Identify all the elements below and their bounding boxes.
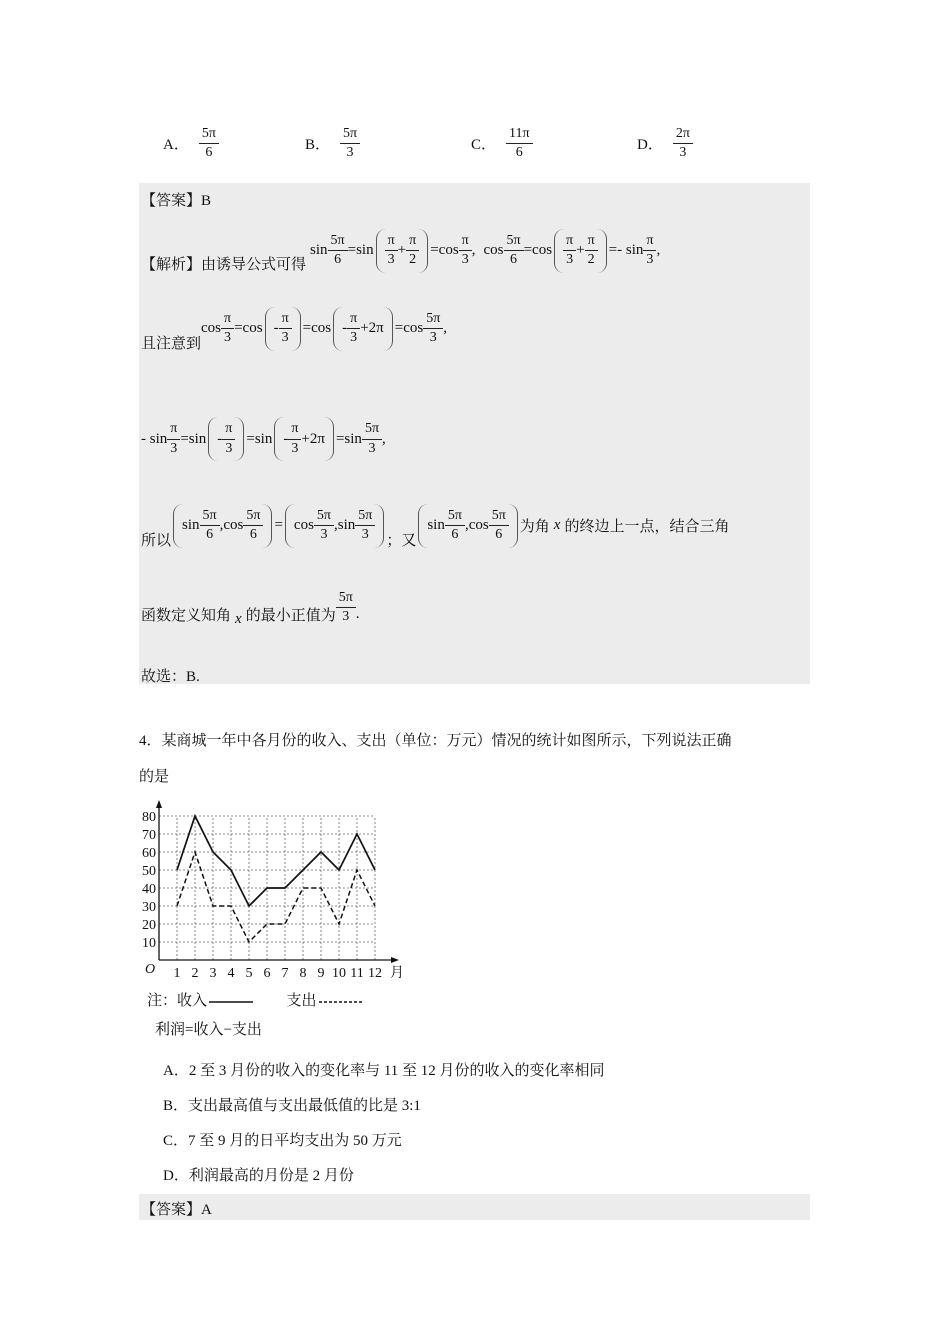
x-axis-label: 月 — [390, 966, 404, 981]
profit-note: 利润=收入−支出 — [155, 1022, 262, 1038]
legend-expense-line — [319, 999, 363, 1005]
var-x: x — [553, 517, 561, 533]
x-tick-label: 10 — [332, 966, 346, 981]
x-tick-label: 9 — [317, 966, 325, 981]
x-tick-label: 4 — [227, 966, 235, 981]
q4-option-c[interactable]: C．7 至 9 月的日平均支出为 50 万元 — [163, 1133, 402, 1149]
analysis-line-4 — [141, 501, 729, 550]
option-a[interactable] — [163, 126, 219, 161]
x-tick-label: 11 — [350, 966, 364, 981]
q3-answer-panel — [139, 183, 810, 684]
y-axis-arrow — [156, 800, 162, 808]
x-axis-arrow — [391, 957, 399, 963]
chart-ticks — [142, 810, 404, 981]
origin-label: O — [145, 962, 156, 977]
q4-stem-line-1: 4．某商城一年中各月份的收入、支出（单位：万元）情况的统计如图所示，下列说法正确 — [139, 733, 732, 749]
q4-option-a[interactable]: A．2 至 3 月份的收入的变化率与 11 至 12 月份的收入的变化率相同 — [163, 1063, 605, 1079]
is-point-rest: 的终边上一点，结合三角 — [564, 519, 730, 535]
y-tick-label: 20 — [142, 918, 156, 933]
option-c[interactable] — [471, 126, 533, 161]
x-tick-label: 12 — [368, 966, 382, 981]
x-tick-label: 7 — [281, 966, 289, 981]
formula-5: sin $\frac{5\pi}{6}$ ,cos $\frac{5\pi}{6}$ — [418, 504, 517, 548]
formula-1: sin $\frac{5\pi}{6}$ =sin $\frac{\pi}{3}$ + $\frac{\pi}{2}$ =cos $\frac{\pi}{3}$ , cos $\frac{5\pi}{6}$ =cos $\frac{\pi}{3}$ + $\frac{\pi}{2}$ =- sin $\frac{\pi}{3}$ , — [310, 229, 660, 273]
income-line — [177, 816, 375, 906]
expense-line — [177, 852, 375, 942]
y-tick-label: 50 — [142, 864, 156, 879]
y-tick-label: 70 — [142, 828, 156, 843]
chart-lines — [177, 816, 375, 942]
analysis-line-3 — [141, 417, 386, 461]
note-label: 且注意到 — [141, 336, 202, 352]
so-label: 所以 — [141, 533, 172, 549]
option-fraction: $\frac{5\pi}{3}$ — [340, 126, 360, 161]
analysis-line-2 — [141, 304, 447, 353]
x-tick-label: 8 — [299, 966, 307, 981]
y-tick-label: 60 — [142, 846, 156, 861]
y-tick-label: 30 — [142, 900, 156, 915]
y-tick-label: 10 — [142, 936, 156, 951]
formula-4: sin $\frac{5\pi}{6}$ ,cos $\frac{5\pi}{6}$ = cos $\frac{5\pi}{3}$ ,sin $\frac{5\pi}{3}$ — [171, 504, 386, 548]
choose-line: 故选：B. — [141, 669, 200, 685]
analysis-label: 【解析】由诱导公式可得 — [141, 257, 307, 273]
legend-expense-label: 支出 — [286, 993, 317, 1009]
legend-income-line — [209, 999, 253, 1005]
income-expense-chart — [132, 800, 422, 986]
option-b[interactable] — [305, 126, 360, 161]
answer-label: 【答案】A — [141, 1202, 212, 1218]
option-letter: A． — [163, 137, 189, 154]
legend-income-label: 注：收入 — [147, 993, 208, 1009]
formula-3: - sin $\frac{\pi}{3}$ =sin - $\frac{\pi}{3}$ =sin - $\frac{\pi}{3}$ +2π =sin $\frac{5\pi}{3}$ , — [141, 417, 386, 461]
y-tick-label: 80 — [142, 810, 156, 825]
option-letter: D． — [637, 137, 663, 154]
also-label: ；又 — [386, 533, 417, 549]
x-tick-label: 6 — [263, 966, 271, 981]
q4-option-d[interactable]: D．利润最高的月份是 2 月份 — [163, 1168, 354, 1184]
analysis-line-1 — [141, 227, 660, 274]
var-x: x — [235, 611, 242, 627]
formula-2: cos $\frac{\pi}{3}$ =cos - $\frac{\pi}{3}$ =cos - $\frac{\pi}{3}$ +2π =cos $\frac{5\pi}{3}$ , — [201, 307, 447, 351]
x-tick-label: 1 — [173, 966, 181, 981]
x-tick-label: 5 — [245, 966, 253, 981]
period: . — [355, 606, 360, 622]
result-fraction: $\frac{5\pi}{3}$ — [336, 590, 356, 625]
is-point-text: 为角 — [519, 519, 550, 535]
analysis-line-5 — [141, 589, 360, 628]
q4-stem-line-2: 的是 — [139, 769, 170, 785]
option-letter: B． — [305, 137, 331, 154]
option-letter: C． — [471, 137, 497, 154]
option-fraction: $\frac{2\pi}{3}$ — [673, 126, 693, 161]
answer-label: 【答案】B — [141, 193, 212, 209]
q4-answer-panel — [139, 1194, 810, 1220]
option-fraction: $\frac{5\pi}{6}$ — [199, 126, 219, 161]
q4-option-b[interactable]: B．支出最高值与支出最低值的比是 3:1 — [163, 1098, 421, 1114]
conclusion-mid: 的最小正值为 — [245, 608, 336, 624]
option-fraction: $\frac{11\pi}{6}$ — [506, 126, 533, 161]
x-tick-label: 3 — [209, 966, 217, 981]
conclusion-text: 函数定义知角 — [141, 608, 232, 624]
x-tick-label: 2 — [191, 966, 199, 981]
option-d[interactable] — [637, 126, 693, 161]
legend-row — [147, 989, 363, 1010]
y-tick-label: 40 — [142, 882, 156, 897]
